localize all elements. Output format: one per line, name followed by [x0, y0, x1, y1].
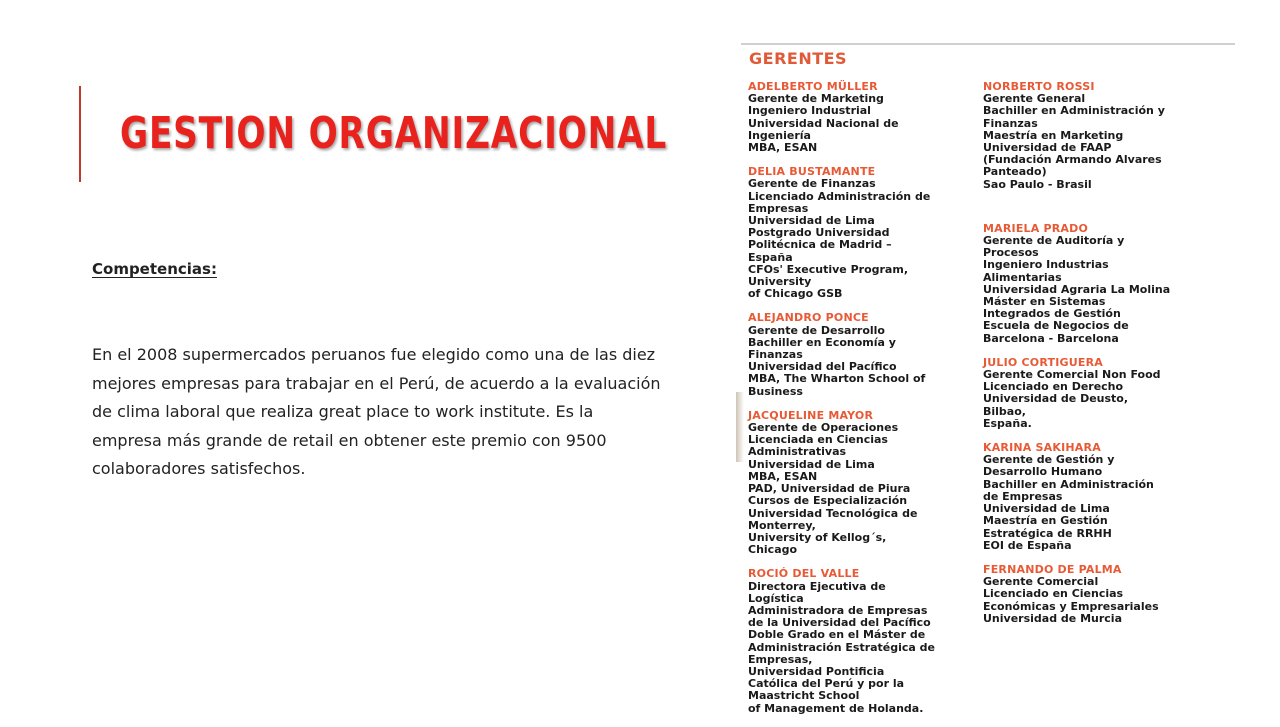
manager-detail-line: Universidad de Deusto, — [983, 392, 1129, 406]
manager-detail-line: Licenciado Administración de — [748, 189, 931, 203]
manager-detail-line: España — [748, 250, 793, 264]
manager-detail-line: Gerente de Finanzas — [748, 177, 876, 191]
manager-detail-line: Máster en Sistemas — [983, 295, 1106, 309]
manager-detail-line: Panteado) — [983, 165, 1047, 179]
manager-detail-line: Ingeniero Industrias — [983, 258, 1109, 272]
manager-detail-line: Procesos — [983, 246, 1039, 260]
manager-detail-line: Maastricht School — [748, 689, 860, 703]
manager-name: JACQUELINE MAYOR — [748, 408, 874, 422]
manager-detail-line: Universidad de FAAP — [983, 141, 1112, 155]
manager-detail-line: Universidad Tecnológica de — [748, 506, 918, 520]
manager-detail-line: de la Universidad del Pacífico — [748, 616, 931, 630]
manager-detail-line: Escuela de Negocios de — [983, 319, 1129, 333]
manager-detail-line: Gerente de Auditoría y — [983, 234, 1125, 248]
manager-detail-line: Alimentarias — [983, 270, 1062, 284]
manager-detail-line: Politécnica de Madrid – — [748, 238, 892, 252]
manager-detail-line: Ingeniería — [748, 128, 811, 142]
manager-detail-line: PAD, Universidad de Piura — [748, 482, 911, 496]
manager-detail-line: Universidad de Lima — [983, 502, 1110, 516]
manager-detail-line: Business — [748, 384, 803, 398]
manager-detail-line: Sao Paulo - Brasil — [983, 177, 1092, 191]
manager-detail-line: Desarrollo Humano — [983, 465, 1103, 479]
manager-detail-line: Logística — [748, 591, 804, 605]
manager-detail-line: Estratégica de RRHH — [983, 526, 1112, 540]
title-accent-rule — [79, 86, 81, 182]
manager-entry — [983, 442, 1215, 552]
manager-detail-line: Bachiller en Administración — [983, 477, 1154, 491]
manager-detail-line: Bilbao, — [983, 404, 1026, 418]
manager-detail-line: University of Kellog´s, — [748, 530, 887, 544]
manager-detail-line: Administración Estratégica de — [748, 640, 936, 654]
gerentes-left-column — [748, 81, 980, 727]
manager-name: DELIA BUSTAMANTE — [748, 165, 876, 179]
manager-detail-line: España. — [983, 416, 1032, 430]
manager-name: FERNANDO DE PALMA — [983, 562, 1122, 576]
page-title: GESTION ORGANIZACIONAL — [120, 108, 668, 159]
manager-detail-line: Católica del Perú y por la — [748, 677, 905, 691]
manager-detail-line: Licenciado en Derecho — [983, 380, 1124, 394]
manager-entry — [748, 312, 980, 397]
manager-entry — [748, 81, 980, 154]
manager-name: JULIO CORTIGUERA — [983, 355, 1103, 369]
manager-detail-line: Maestría en Gestión — [983, 514, 1108, 528]
manager-detail-line: Bachiller en Administración y — [983, 104, 1165, 118]
manager-entry — [983, 223, 1215, 345]
manager-name: MARIELA PRADO — [983, 221, 1089, 235]
column-gap — [983, 203, 1215, 223]
manager-detail-line: Maestría en Marketing — [983, 128, 1124, 142]
gerentes-right-column — [983, 81, 1215, 637]
manager-entry — [983, 564, 1215, 625]
manager-detail-line: CFOs' Executive Program, — [748, 262, 908, 276]
gerentes-heading: GERENTES — [749, 49, 848, 68]
manager-detail-line: Gerente de Operaciones — [748, 421, 899, 435]
manager-detail-line: Barcelona - Barcelona — [983, 331, 1119, 345]
manager-entry — [748, 568, 980, 714]
manager-detail-line: MBA, The Wharton School of — [748, 372, 926, 386]
manager-detail-line: Ingeniero Industrial — [748, 104, 871, 118]
manager-detail-line: Chicago — [748, 543, 798, 557]
manager-name: ALEJANDRO PONCE — [748, 311, 869, 325]
manager-detail-line: Universidad de Murcia — [983, 611, 1122, 625]
manager-detail-line: Licenciado en Ciencias — [983, 587, 1124, 601]
manager-detail-line: MBA, ESAN — [748, 141, 818, 155]
gerentes-top-rule — [741, 43, 1235, 45]
manager-detail-line: Gerente de Desarrollo — [748, 323, 885, 337]
manager-detail-line: Universidad de Lima — [748, 457, 875, 471]
manager-name: NORBERTO ROSSI — [983, 80, 1095, 93]
manager-detail-line: Gerente de Gestión y — [983, 453, 1115, 467]
gerentes-image — [741, 43, 1235, 713]
manager-detail-line: Cursos de Especialización — [748, 494, 908, 508]
manager-detail-line: Universidad Agraria La Molina — [983, 282, 1171, 296]
manager-entry — [748, 410, 980, 556]
manager-detail-line: Administrativas — [748, 445, 847, 459]
manager-detail-line: de Empresas — [983, 489, 1063, 503]
manager-entry — [983, 81, 1215, 191]
manager-detail-line: Directora Ejecutiva de — [748, 579, 886, 593]
manager-detail-line: Empresas, — [748, 652, 813, 666]
manager-detail-line: Bachiller en Economía y — [748, 335, 896, 349]
manager-detail-line: Económicas y Empresariales — [983, 599, 1159, 613]
competencias-heading: Competencias: — [92, 260, 217, 278]
manager-detail-line: University — [748, 275, 812, 289]
manager-detail-line: (Fundación Armando Alvares — [983, 153, 1162, 167]
manager-detail-line: of Chicago GSB — [748, 287, 843, 301]
manager-detail-line: Administradora de Empresas — [748, 603, 928, 617]
manager-detail-line: MBA, ESAN — [748, 469, 818, 483]
manager-entry — [983, 357, 1215, 430]
manager-detail-line: Gerente Comercial Non Food — [983, 368, 1161, 382]
manager-detail-line: Finanzas — [748, 348, 803, 362]
manager-detail-line: EOI de España — [983, 538, 1072, 552]
manager-name: ADELBERTO MÜLLER — [748, 80, 878, 93]
manager-detail-line: Gerente de Marketing — [748, 92, 884, 106]
body-paragraph: En el 2008 supermercados peruanos fue elegido como una de las diez mejores empresas para trabajar en el Perú, de acuerdo a la evaluación de clima laboral que realiza great place to work institute. Es la empresa más grande de retail en obtener este premio con 9500 colaboradores satisfechos. — [92, 345, 661, 478]
manager-detail-line: Doble Grado en el Máster de — [748, 628, 926, 642]
manager-detail-line: Gerente Comercial — [983, 575, 1099, 589]
manager-detail-line: Finanzas — [983, 116, 1038, 130]
manager-name: ROCIÓ DEL VALLE — [748, 567, 860, 581]
manager-detail-line: Universidad de Lima — [748, 214, 875, 228]
manager-detail-line: Empresas — [748, 201, 809, 215]
manager-detail-line: Licenciada en Ciencias — [748, 433, 888, 447]
manager-detail-line: of Management de Holanda. — [748, 701, 924, 715]
manager-detail-line: Integrados de Gestión — [983, 307, 1121, 321]
manager-name: KARINA SAKIHARA — [983, 441, 1101, 455]
manager-detail-line: Monterrey, — [748, 518, 816, 532]
manager-detail-line: Universidad del Pacífico — [748, 360, 897, 374]
manager-detail-line: Universidad Nacional de — [748, 116, 899, 130]
manager-detail-line: Universidad Pontificia — [748, 664, 885, 678]
manager-detail-line: Postgrado Universidad — [748, 226, 890, 240]
manager-detail-line: Gerente General — [983, 92, 1086, 106]
manager-entry — [748, 166, 980, 300]
